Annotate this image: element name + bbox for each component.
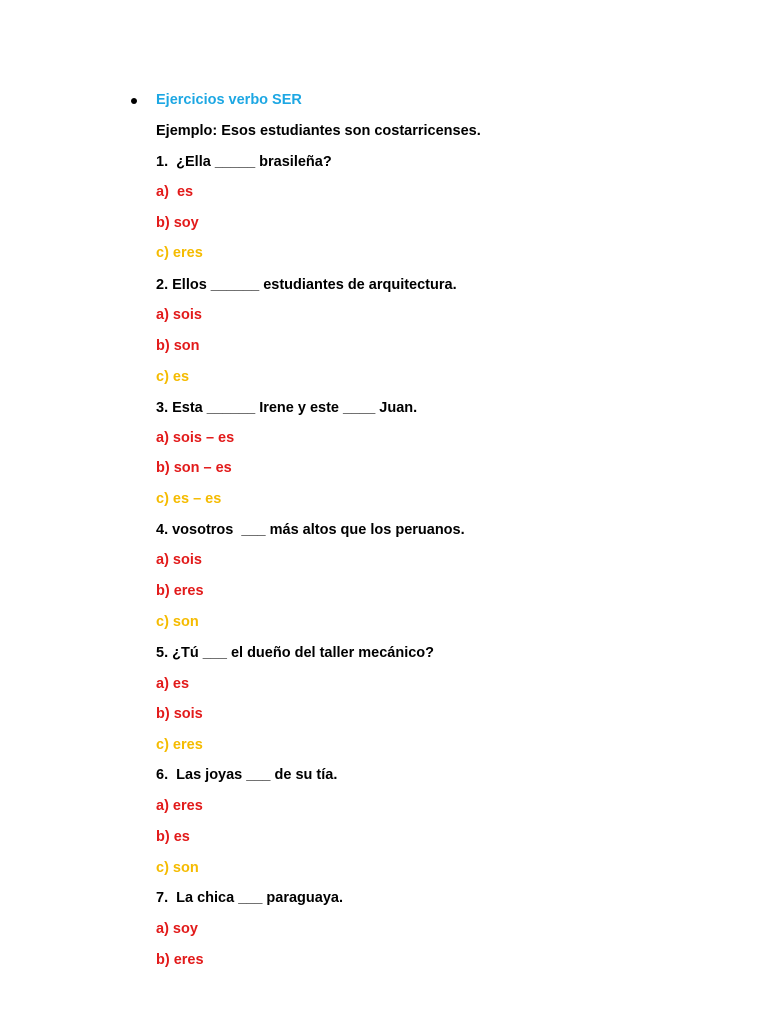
question-5: 5. ¿Tú ___ el dueño del taller mecánico? [156,645,434,661]
question-7-option-a: a) soy [156,921,198,937]
example-sentence: Ejemplo: Esos estudiantes son costarricenses. [156,123,481,139]
bullet-icon [131,98,137,104]
question-5-option-a: a) es [156,676,190,692]
question-2-option-a: a) sois [156,307,202,323]
question-4-option-c: c) son [156,614,199,630]
question-6-option-a: a) eres [156,798,203,814]
question-3-option-b: b) son – es [156,460,232,476]
question-4-option-a: a) sois [156,552,202,568]
question-6-option-b: b) es [156,829,190,845]
question-1-option-a: a) es [156,184,194,200]
question-4: 4. vosotros ___ más altos que los peruanos. [156,522,465,538]
question-1-option-c: c) eres [156,245,203,261]
question-6: 6. Las joyas ___ de su tía. [156,767,338,783]
question-5-option-c: c) eres [156,737,203,753]
question-1: 1. ¿Ella _____ brasileña? [156,154,332,170]
question-5-option-b: b) sois [156,706,203,722]
question-6-option-c: c) son [156,860,199,876]
exercise-title: Ejercicios verbo SER [156,92,302,108]
question-3: 3. Esta ______ Irene y este ____ Juan. [156,400,418,416]
question-4-option-b: b) eres [156,583,204,599]
question-3-option-a: a) sois – es [156,430,235,446]
question-2-option-b: b) son [156,338,200,354]
question-2-option-c: c) es [156,369,190,385]
question-1-option-b: b) soy [156,215,199,231]
question-3-option-c: c) es – es [156,491,222,507]
question-7: 7. La chica ___ paraguaya. [156,890,343,906]
question-2: 2. Ellos ______ estudiantes de arquitectura. [156,277,457,293]
question-7-option-b: b) eres [156,952,204,968]
